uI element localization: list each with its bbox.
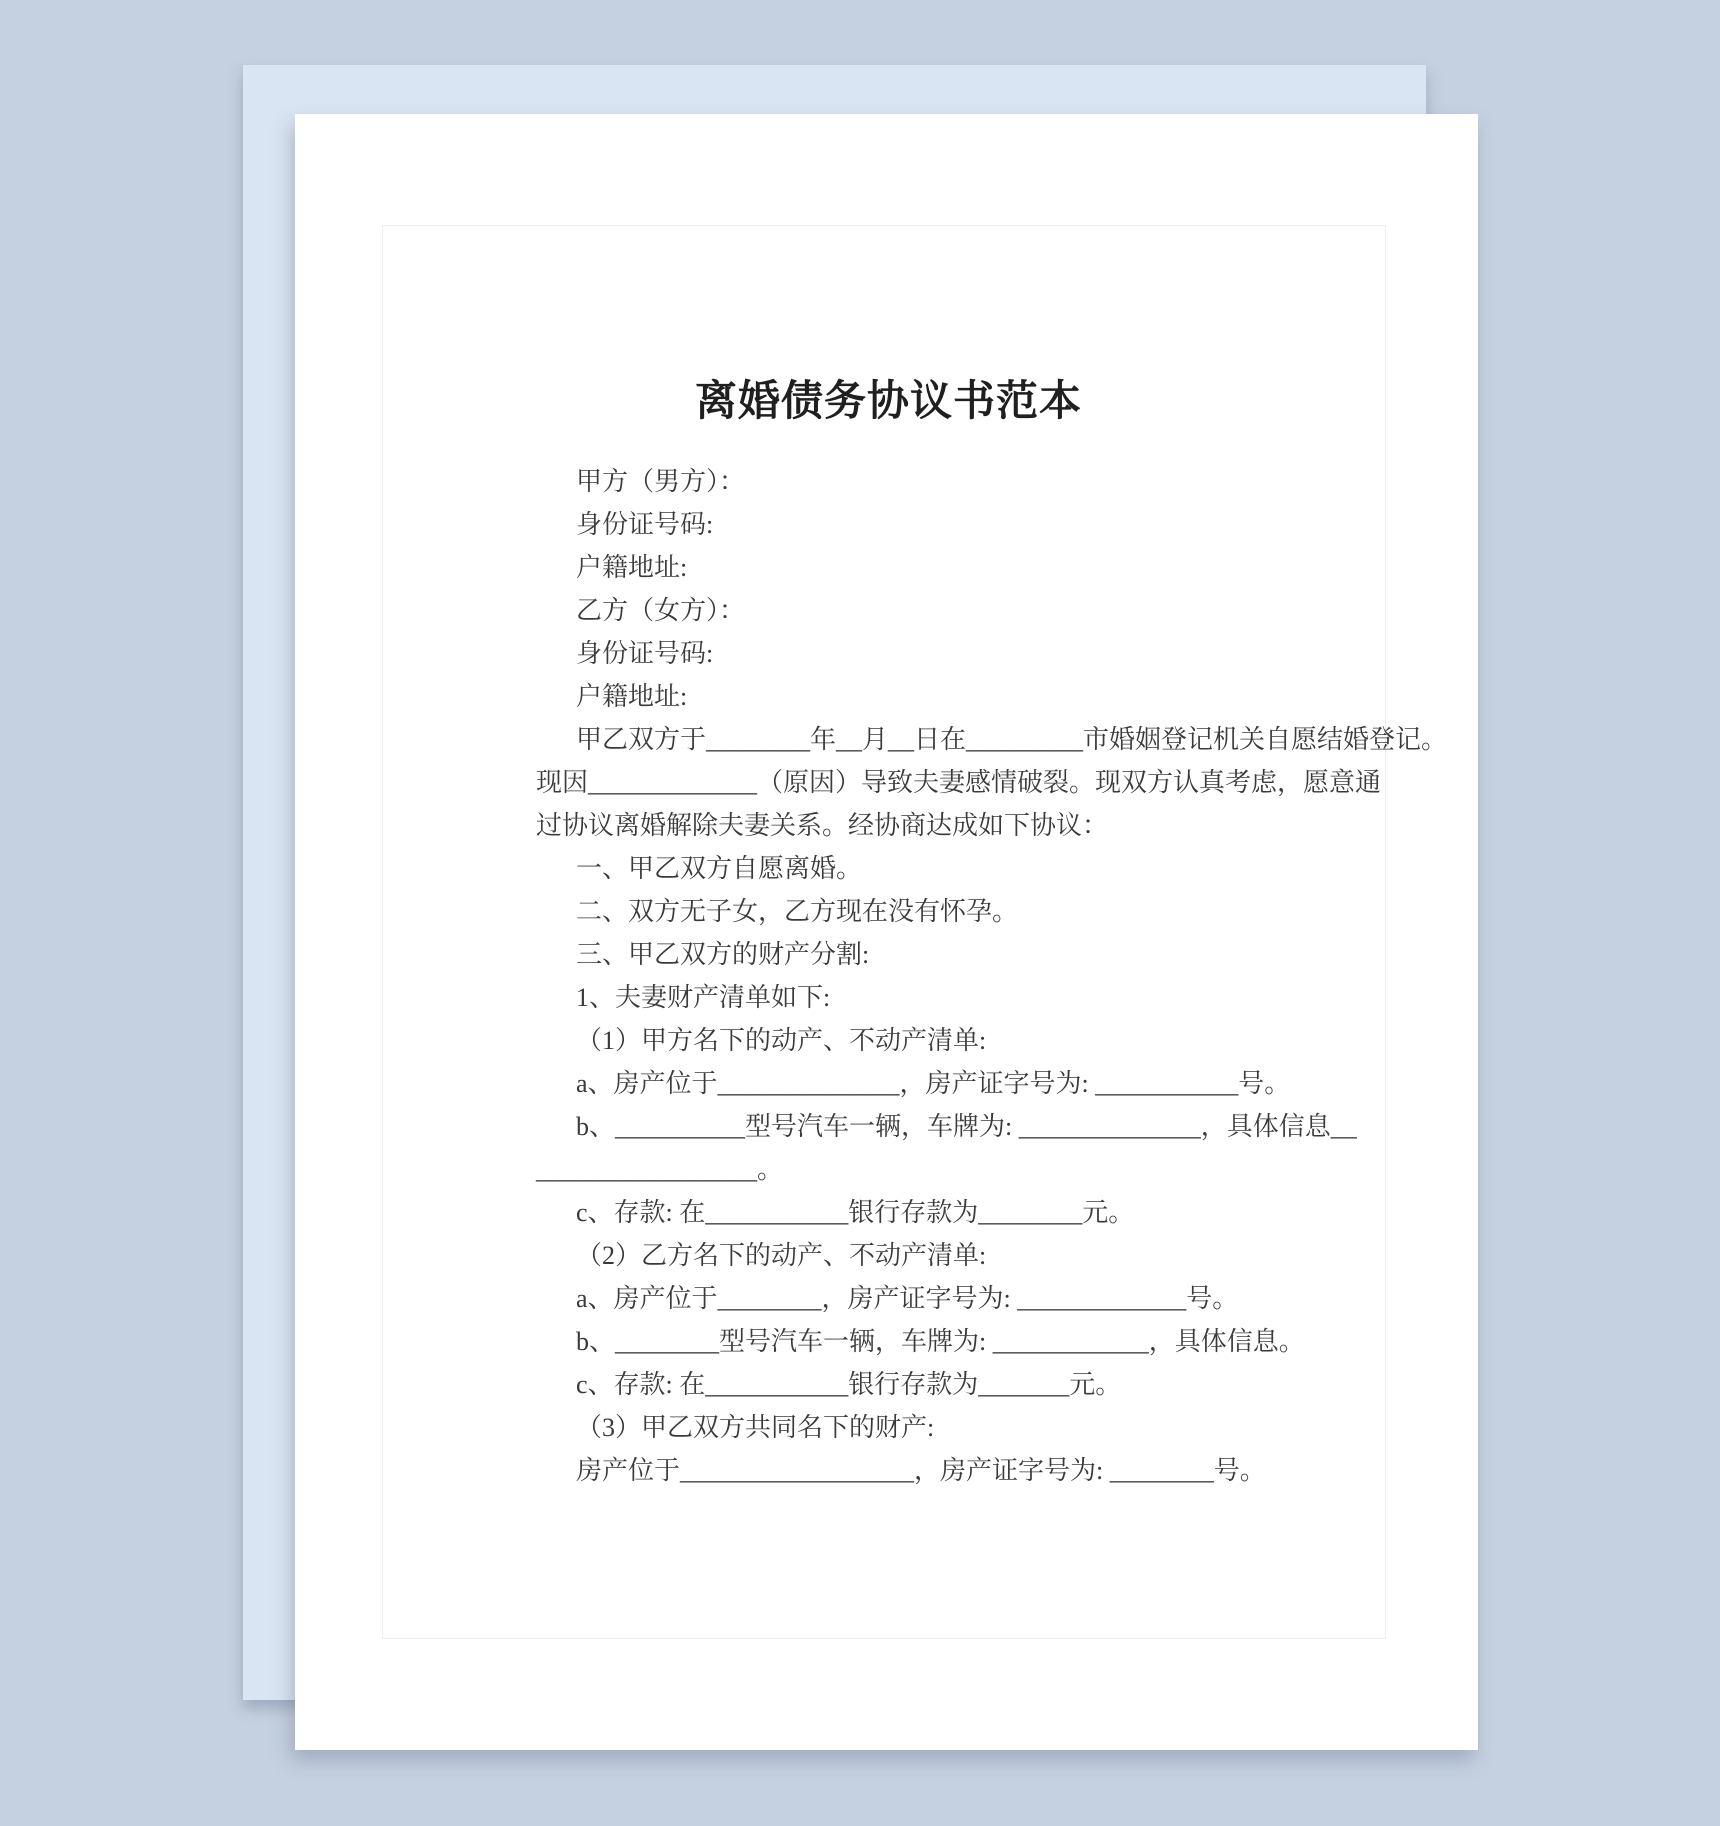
document-line: _________________。 xyxy=(536,1155,784,1184)
document-line: 一、甲乙双方自愿离婚。 xyxy=(576,854,863,883)
content-frame xyxy=(382,225,1448,1639)
document-body xyxy=(536,460,1448,1492)
document-line: 过协议离婚解除夫妻关系。经协商达成如下协议： xyxy=(536,811,1109,840)
document-line: c、存款: 在___________银行存款为________元。 xyxy=(576,1198,1135,1227)
document-line: 甲乙双方于________年__月__日在_________市婚姻登记机关自愿结婚登记。 xyxy=(576,725,1448,754)
document-line: 二、双方无子女，乙方现在没有怀孕。 xyxy=(576,897,1019,926)
document-line: （2）乙方名下的动产、不动产清单: xyxy=(576,1241,987,1270)
document-line: c、存款: 在___________银行存款为_______元。 xyxy=(576,1370,1122,1399)
document-page xyxy=(295,114,1478,1750)
document-line: b、__________型号汽车一辆，车牌为: ______________，具体信息__ xyxy=(576,1112,1357,1141)
document-line: 户籍地址: xyxy=(576,553,688,582)
document-line: 甲方（男方）： xyxy=(576,467,746,496)
document-line: 乙方（女方）： xyxy=(576,596,746,625)
document-line: a、房产位于________，房产证字号为: _____________号。 xyxy=(576,1284,1239,1313)
document-line: 1、夫妻财产清单如下: xyxy=(576,983,831,1012)
document-line: 身份证号码: xyxy=(576,510,714,539)
document-line: 现因_____________（原因）导致夫妻感情破裂。现双方认真考虑，愿意通 xyxy=(536,768,1382,797)
document-line: （3）甲乙双方共同名下的财产: xyxy=(576,1413,935,1442)
document-line: 三、甲乙双方的财产分割: xyxy=(576,940,870,969)
document-line: 房产位于__________________，房产证字号为: ________号。 xyxy=(576,1456,1266,1485)
document-line: b、________型号汽车一辆，车牌为: ____________，具体信息。 xyxy=(576,1327,1305,1356)
document-title: 离婚债务协议书范本 xyxy=(694,379,1082,425)
document-line: a、房产位于______________，房产证字号为: ___________号。 xyxy=(576,1069,1291,1098)
document-line: 户籍地址: xyxy=(576,682,688,711)
document-line: 身份证号码: xyxy=(576,639,714,668)
document-line: （1）甲方名下的动产、不动产清单: xyxy=(576,1026,987,1055)
